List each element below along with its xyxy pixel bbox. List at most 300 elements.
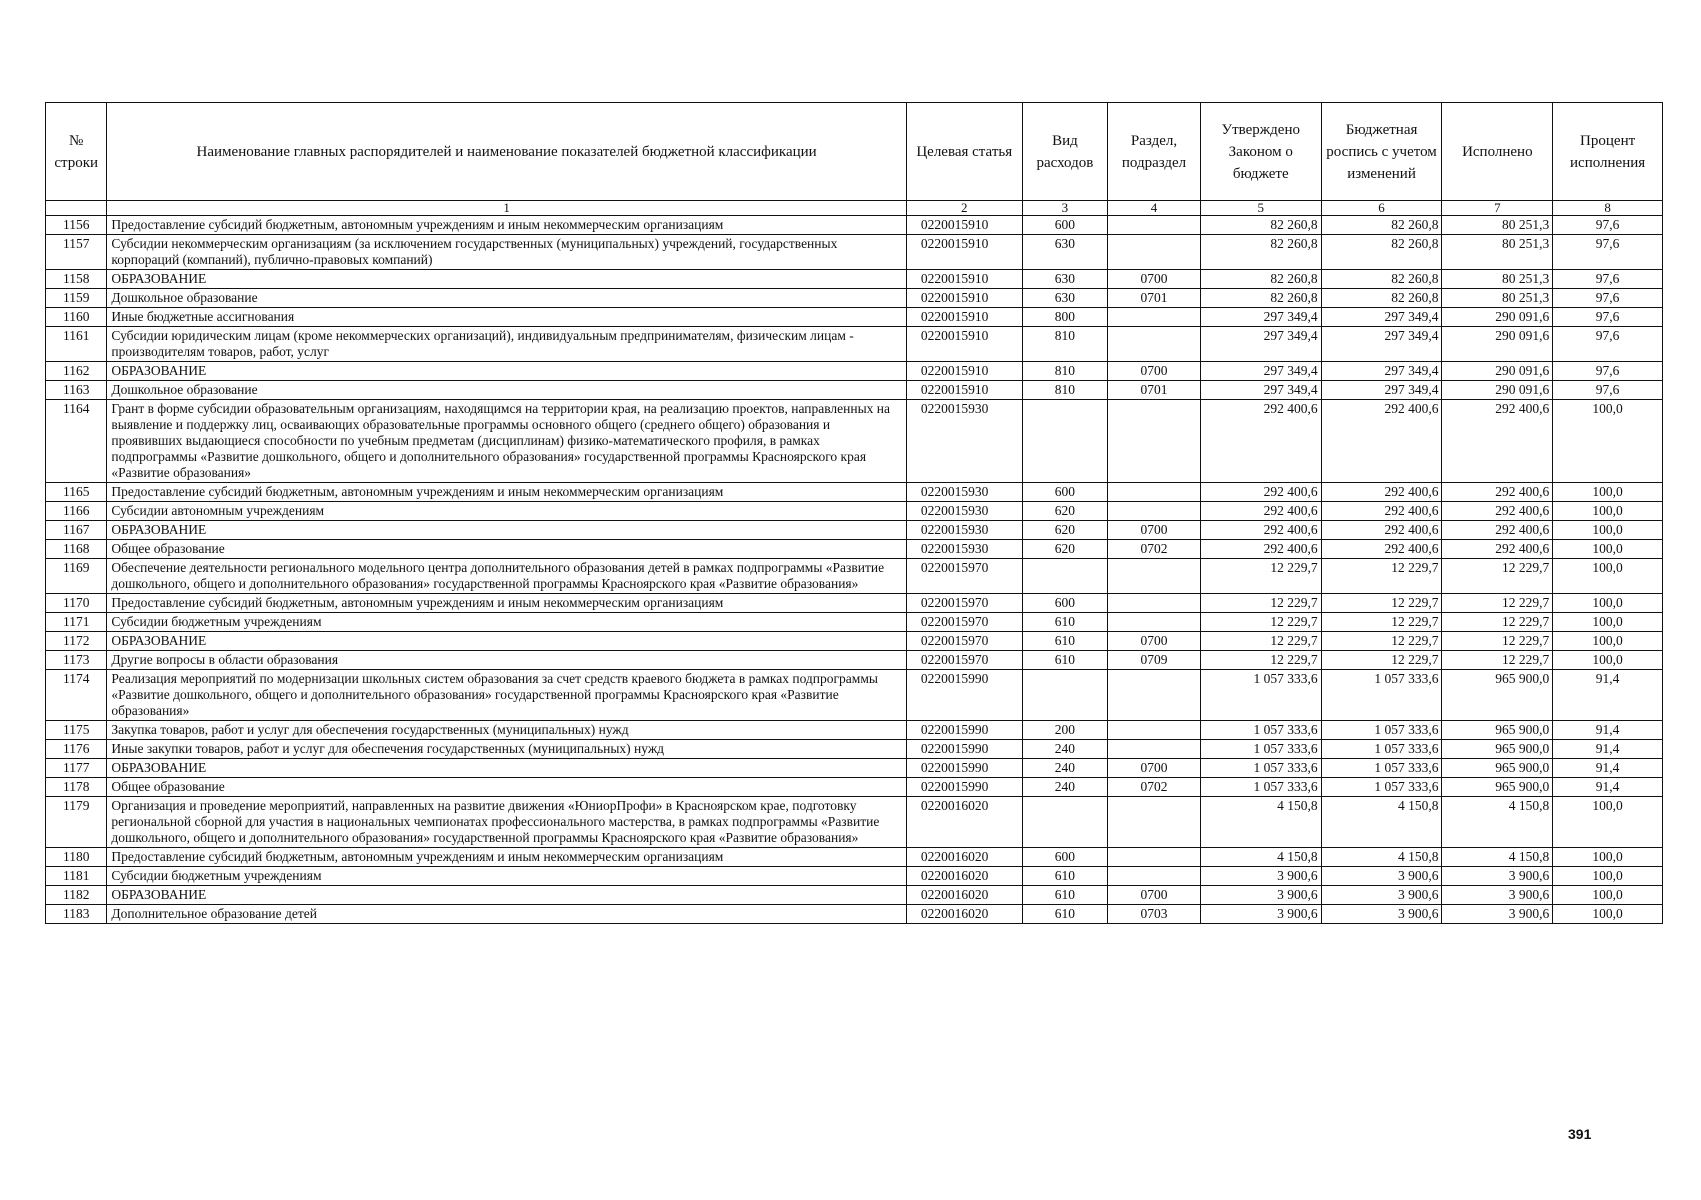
execution-percent: 97,6 bbox=[1553, 327, 1663, 362]
approved-amount: 292 400,6 bbox=[1200, 483, 1321, 502]
executed-amount: 965 900,0 bbox=[1442, 721, 1553, 740]
row-name: Закупка товаров, работ и услуг для обеспечения государственных (муниципальных) нужд bbox=[107, 721, 906, 740]
target-article: 0220015910 bbox=[906, 362, 1022, 381]
row-name: Предоставление субсидий бюджетным, автономным учреждениям и иным некоммерческим организациям bbox=[107, 483, 906, 502]
column-number-row bbox=[46, 201, 1663, 216]
row-number: 1166 bbox=[46, 502, 107, 521]
expense-kind: 630 bbox=[1022, 270, 1108, 289]
execution-percent: 91,4 bbox=[1553, 759, 1663, 778]
budget-amount: 292 400,6 bbox=[1321, 483, 1442, 502]
expense-kind: 610 bbox=[1022, 632, 1108, 651]
table-row bbox=[46, 521, 1663, 540]
row-name: ОБРАЗОВАНИЕ bbox=[107, 270, 906, 289]
expense-kind: 610 bbox=[1022, 886, 1108, 905]
execution-percent: 100,0 bbox=[1553, 483, 1663, 502]
execution-percent: 91,4 bbox=[1553, 670, 1663, 721]
expense-kind: 600 bbox=[1022, 594, 1108, 613]
target-article: 0220015930 bbox=[906, 483, 1022, 502]
table-header-row bbox=[46, 103, 1663, 201]
target-article: 0220015910 bbox=[906, 381, 1022, 400]
budget-amount: 12 229,7 bbox=[1321, 651, 1442, 670]
section-subsection bbox=[1108, 559, 1201, 594]
table-row bbox=[46, 670, 1663, 721]
row-number: 1158 bbox=[46, 270, 107, 289]
row-name: Субсидии юридическим лицам (кроме некоммерческих организаций), индивидуальным предпринимателям, физическим лицам - производителям товаров, работ, услуг bbox=[107, 327, 906, 362]
row-name: Организация и проведение мероприятий, направленных на развитие движения «ЮниорПрофи» в Красноярском крае, подготовку региональной сборной для участия в национальных чемпионатах профессионального мастерства, в рамках подпрограммы «Развитие дошкольного, общего и дополнительного образования» государственной программы Красноярского края «Развитие образования» bbox=[107, 797, 906, 848]
expense-kind: 600 bbox=[1022, 848, 1108, 867]
approved-amount: 12 229,7 bbox=[1200, 632, 1321, 651]
executed-amount: 3 900,6 bbox=[1442, 905, 1553, 924]
approved-amount: 4 150,8 bbox=[1200, 797, 1321, 848]
column-number: 2 bbox=[906, 201, 1022, 216]
table-row bbox=[46, 400, 1663, 483]
table-row bbox=[46, 216, 1663, 235]
executed-amount: 292 400,6 bbox=[1442, 483, 1553, 502]
table-row bbox=[46, 540, 1663, 559]
execution-percent: 100,0 bbox=[1553, 886, 1663, 905]
budget-amount: 1 057 333,6 bbox=[1321, 721, 1442, 740]
execution-percent: 97,6 bbox=[1553, 308, 1663, 327]
budget-amount: 12 229,7 bbox=[1321, 559, 1442, 594]
execution-percent: 100,0 bbox=[1553, 502, 1663, 521]
execution-percent: 97,6 bbox=[1553, 289, 1663, 308]
approved-amount: 12 229,7 bbox=[1200, 651, 1321, 670]
header-executed: Исполнено bbox=[1442, 103, 1553, 201]
executed-amount: 292 400,6 bbox=[1442, 521, 1553, 540]
approved-amount: 82 260,8 bbox=[1200, 216, 1321, 235]
row-number: 1175 bbox=[46, 721, 107, 740]
budget-amount: 292 400,6 bbox=[1321, 521, 1442, 540]
executed-amount: 965 900,0 bbox=[1442, 670, 1553, 721]
column-number: 3 bbox=[1022, 201, 1108, 216]
row-number: 1180 bbox=[46, 848, 107, 867]
header-row-no: № строки bbox=[46, 103, 107, 201]
row-number: 1179 bbox=[46, 797, 107, 848]
approved-amount: 297 349,4 bbox=[1200, 308, 1321, 327]
approved-amount: 1 057 333,6 bbox=[1200, 778, 1321, 797]
approved-amount: 4 150,8 bbox=[1200, 848, 1321, 867]
section-subsection: 0700 bbox=[1108, 886, 1201, 905]
budget-amount: 82 260,8 bbox=[1321, 235, 1442, 270]
row-name: ОБРАЗОВАНИЕ bbox=[107, 632, 906, 651]
row-name: Дополнительное образование детей bbox=[107, 905, 906, 924]
row-number: 1178 bbox=[46, 778, 107, 797]
execution-percent: 100,0 bbox=[1553, 613, 1663, 632]
executed-amount: 290 091,6 bbox=[1442, 308, 1553, 327]
expense-kind: 610 bbox=[1022, 905, 1108, 924]
row-number: 1173 bbox=[46, 651, 107, 670]
executed-amount: 12 229,7 bbox=[1442, 613, 1553, 632]
row-name: Субсидии бюджетным учреждениям bbox=[107, 867, 906, 886]
section-subsection bbox=[1108, 797, 1201, 848]
table-row bbox=[46, 483, 1663, 502]
expense-kind bbox=[1022, 797, 1108, 848]
budget-amount: 292 400,6 bbox=[1321, 540, 1442, 559]
row-name: Реализация мероприятий по модернизации школьных систем образования за счет средств краевого бюджета в рамках подпрограммы «Развитие дошкольного, общего и дополнительного образования» государственной программы Красноярского края «Развитие образования» bbox=[107, 670, 906, 721]
table-row bbox=[46, 594, 1663, 613]
expense-kind: 810 bbox=[1022, 362, 1108, 381]
row-name: Иные закупки товаров, работ и услуг для обеспечения государственных (муниципальных) нужд bbox=[107, 740, 906, 759]
budget-amount: 4 150,8 bbox=[1321, 797, 1442, 848]
section-subsection bbox=[1108, 308, 1201, 327]
section-subsection bbox=[1108, 848, 1201, 867]
execution-percent: 97,6 bbox=[1553, 270, 1663, 289]
table-row bbox=[46, 235, 1663, 270]
row-number: 1170 bbox=[46, 594, 107, 613]
approved-amount: 292 400,6 bbox=[1200, 502, 1321, 521]
approved-amount: 297 349,4 bbox=[1200, 362, 1321, 381]
executed-amount: 4 150,8 bbox=[1442, 848, 1553, 867]
column-number: 6 bbox=[1321, 201, 1442, 216]
column-number: 4 bbox=[1108, 201, 1201, 216]
row-number: 1183 bbox=[46, 905, 107, 924]
executed-amount: 292 400,6 bbox=[1442, 400, 1553, 483]
row-name: Другие вопросы в области образования bbox=[107, 651, 906, 670]
section-subsection: 0701 bbox=[1108, 381, 1201, 400]
section-subsection: 0701 bbox=[1108, 289, 1201, 308]
approved-amount: 292 400,6 bbox=[1200, 400, 1321, 483]
target-article: 0220015970 bbox=[906, 651, 1022, 670]
budget-amount: 297 349,4 bbox=[1321, 327, 1442, 362]
row-name: Субсидии некоммерческим организациям (за исключением государственных (муниципальных) учреждений, государственных корпораций (компаний), публично-правовых компаний) bbox=[107, 235, 906, 270]
row-number: 1156 bbox=[46, 216, 107, 235]
section-subsection bbox=[1108, 867, 1201, 886]
target-article: 0220016020 bbox=[906, 797, 1022, 848]
execution-percent: 100,0 bbox=[1553, 797, 1663, 848]
executed-amount: 12 229,7 bbox=[1442, 651, 1553, 670]
target-article: 0220015910 bbox=[906, 270, 1022, 289]
target-article: 0220015930 bbox=[906, 502, 1022, 521]
target-article: 0220015970 bbox=[906, 613, 1022, 632]
approved-amount: 12 229,7 bbox=[1200, 594, 1321, 613]
execution-percent: 100,0 bbox=[1553, 594, 1663, 613]
approved-amount: 292 400,6 bbox=[1200, 521, 1321, 540]
expense-kind: 810 bbox=[1022, 327, 1108, 362]
expense-kind: 200 bbox=[1022, 721, 1108, 740]
section-subsection bbox=[1108, 594, 1201, 613]
budget-amount: 297 349,4 bbox=[1321, 381, 1442, 400]
row-name: ОБРАЗОВАНИЕ bbox=[107, 362, 906, 381]
section-subsection bbox=[1108, 740, 1201, 759]
target-article: 0220015930 bbox=[906, 400, 1022, 483]
row-name: Общее образование bbox=[107, 778, 906, 797]
row-number: 1160 bbox=[46, 308, 107, 327]
executed-amount: 290 091,6 bbox=[1442, 381, 1553, 400]
row-number: 1162 bbox=[46, 362, 107, 381]
executed-amount: 292 400,6 bbox=[1442, 502, 1553, 521]
approved-amount: 12 229,7 bbox=[1200, 559, 1321, 594]
budget-amount: 1 057 333,6 bbox=[1321, 778, 1442, 797]
budget-amount: 12 229,7 bbox=[1321, 594, 1442, 613]
budget-amount: 82 260,8 bbox=[1321, 216, 1442, 235]
row-name: Предоставление субсидий бюджетным, автономным учреждениям и иным некоммерческим организациям bbox=[107, 216, 906, 235]
section-subsection bbox=[1108, 216, 1201, 235]
row-name: Субсидии бюджетным учреждениям bbox=[107, 613, 906, 632]
target-article: 0220016020 bbox=[906, 867, 1022, 886]
section-subsection bbox=[1108, 670, 1201, 721]
budget-amount: 12 229,7 bbox=[1321, 613, 1442, 632]
table-row bbox=[46, 778, 1663, 797]
section-subsection: 0700 bbox=[1108, 759, 1201, 778]
row-number: 1171 bbox=[46, 613, 107, 632]
approved-amount: 3 900,6 bbox=[1200, 867, 1321, 886]
budget-amount: 3 900,6 bbox=[1321, 886, 1442, 905]
execution-percent: 97,6 bbox=[1553, 216, 1663, 235]
approved-amount: 292 400,6 bbox=[1200, 540, 1321, 559]
execution-percent: 100,0 bbox=[1553, 400, 1663, 483]
expense-kind: 600 bbox=[1022, 483, 1108, 502]
row-number: 1169 bbox=[46, 559, 107, 594]
expense-kind: 610 bbox=[1022, 613, 1108, 632]
budget-amount: 1 057 333,6 bbox=[1321, 740, 1442, 759]
executed-amount: 80 251,3 bbox=[1442, 289, 1553, 308]
column-number bbox=[46, 201, 107, 216]
section-subsection: 0702 bbox=[1108, 778, 1201, 797]
table-row bbox=[46, 559, 1663, 594]
row-name: Обеспечение деятельности регионального модельного центра дополнительного образования детей в рамках подпрограммы «Развитие дошкольного, общего и дополнительного образования» государственной программы Красноярского края «Развитие образования» bbox=[107, 559, 906, 594]
section-subsection: 0700 bbox=[1108, 632, 1201, 651]
executed-amount: 4 150,8 bbox=[1442, 797, 1553, 848]
approved-amount: 3 900,6 bbox=[1200, 905, 1321, 924]
header-budget: Бюджетная роспись с учетом изменений bbox=[1321, 103, 1442, 201]
table-row bbox=[46, 759, 1663, 778]
execution-percent: 91,4 bbox=[1553, 778, 1663, 797]
budget-report-page bbox=[45, 102, 1663, 924]
header-percent: Процент исполнения bbox=[1553, 103, 1663, 201]
budget-amount: 1 057 333,6 bbox=[1321, 670, 1442, 721]
row-number: 1172 bbox=[46, 632, 107, 651]
row-name: ОБРАЗОВАНИЕ bbox=[107, 759, 906, 778]
row-number: 1167 bbox=[46, 521, 107, 540]
approved-amount: 82 260,8 bbox=[1200, 270, 1321, 289]
table-body bbox=[46, 216, 1663, 924]
table-row bbox=[46, 740, 1663, 759]
budget-amount: 82 260,8 bbox=[1321, 289, 1442, 308]
approved-amount: 82 260,8 bbox=[1200, 235, 1321, 270]
row-name: ОБРАЗОВАНИЕ bbox=[107, 521, 906, 540]
section-subsection bbox=[1108, 613, 1201, 632]
expense-kind: 620 bbox=[1022, 540, 1108, 559]
column-number: 1 bbox=[107, 201, 906, 216]
expense-kind: 800 bbox=[1022, 308, 1108, 327]
budget-amount: 4 150,8 bbox=[1321, 848, 1442, 867]
target-article: 0220015970 bbox=[906, 632, 1022, 651]
row-number: 1181 bbox=[46, 867, 107, 886]
budget-amount: 297 349,4 bbox=[1321, 308, 1442, 327]
budget-amount: 292 400,6 bbox=[1321, 502, 1442, 521]
row-number: 1159 bbox=[46, 289, 107, 308]
executed-amount: 290 091,6 bbox=[1442, 327, 1553, 362]
executed-amount: 12 229,7 bbox=[1442, 559, 1553, 594]
execution-percent: 100,0 bbox=[1553, 651, 1663, 670]
table-row bbox=[46, 308, 1663, 327]
expense-kind: 240 bbox=[1022, 759, 1108, 778]
expense-kind: 610 bbox=[1022, 867, 1108, 886]
header-target: Целевая статья bbox=[906, 103, 1022, 201]
execution-percent: 100,0 bbox=[1553, 632, 1663, 651]
execution-percent: 100,0 bbox=[1553, 540, 1663, 559]
table-row bbox=[46, 362, 1663, 381]
target-article: 0220015990 bbox=[906, 759, 1022, 778]
expense-kind bbox=[1022, 400, 1108, 483]
section-subsection bbox=[1108, 502, 1201, 521]
target-article: 0220015910 bbox=[906, 235, 1022, 270]
table-row bbox=[46, 327, 1663, 362]
row-name: Предоставление субсидий бюджетным, автономным учреждениям и иным некоммерческим организациям bbox=[107, 594, 906, 613]
executed-amount: 292 400,6 bbox=[1442, 540, 1553, 559]
table-row bbox=[46, 867, 1663, 886]
row-name: Предоставление субсидий бюджетным, автономным учреждениям и иным некоммерческим организациям bbox=[107, 848, 906, 867]
table-row bbox=[46, 613, 1663, 632]
executed-amount: 290 091,6 bbox=[1442, 362, 1553, 381]
executed-amount: 3 900,6 bbox=[1442, 867, 1553, 886]
target-article: 0220015990 bbox=[906, 778, 1022, 797]
budget-amount: 12 229,7 bbox=[1321, 632, 1442, 651]
row-number: 1176 bbox=[46, 740, 107, 759]
section-subsection bbox=[1108, 721, 1201, 740]
budget-execution-table bbox=[45, 102, 1663, 924]
table-row bbox=[46, 289, 1663, 308]
table-row bbox=[46, 721, 1663, 740]
target-article: 0220015910 bbox=[906, 289, 1022, 308]
table-row bbox=[46, 886, 1663, 905]
executed-amount: 965 900,0 bbox=[1442, 759, 1553, 778]
target-article: 0220015910 bbox=[906, 216, 1022, 235]
expense-kind: 610 bbox=[1022, 651, 1108, 670]
row-name: ОБРАЗОВАНИЕ bbox=[107, 886, 906, 905]
expense-kind: 620 bbox=[1022, 521, 1108, 540]
row-number: 1164 bbox=[46, 400, 107, 483]
page-number: 391 bbox=[1568, 1126, 1592, 1142]
expense-kind: 240 bbox=[1022, 740, 1108, 759]
budget-amount: 3 900,6 bbox=[1321, 867, 1442, 886]
row-number: 1157 bbox=[46, 235, 107, 270]
table-row bbox=[46, 632, 1663, 651]
executed-amount: 965 900,0 bbox=[1442, 740, 1553, 759]
target-article: 0220015910 bbox=[906, 327, 1022, 362]
expense-kind: 810 bbox=[1022, 381, 1108, 400]
target-article: 0220015970 bbox=[906, 559, 1022, 594]
section-subsection bbox=[1108, 483, 1201, 502]
row-name: Грант в форме субсидии образовательным организациям, находящимся на территории края, на реализацию проектов, направленных на выявление и поддержку лиц, осваивающих образовательные программы основного общего (среднего общего) образования и проявивших выдающиеся способности по учебным предметам (дисциплинам) физико-математического профиля, в рамках подпрограммы «Развитие дошкольного, общего и дополнительного образования» государственной программы Красноярского края «Развитие образования» bbox=[107, 400, 906, 483]
execution-percent: 100,0 bbox=[1553, 559, 1663, 594]
budget-amount: 82 260,8 bbox=[1321, 270, 1442, 289]
target-article: 0220015990 bbox=[906, 721, 1022, 740]
execution-percent: 97,6 bbox=[1553, 381, 1663, 400]
target-article: 0220015970 bbox=[906, 594, 1022, 613]
expense-kind: 240 bbox=[1022, 778, 1108, 797]
executed-amount: 12 229,7 bbox=[1442, 632, 1553, 651]
column-number: 7 bbox=[1442, 201, 1553, 216]
execution-percent: 100,0 bbox=[1553, 848, 1663, 867]
header-kind: Вид расходов bbox=[1022, 103, 1108, 201]
section-subsection bbox=[1108, 400, 1201, 483]
execution-percent: 100,0 bbox=[1553, 521, 1663, 540]
expense-kind: 600 bbox=[1022, 216, 1108, 235]
header-name: Наименование главных распорядителей и наименование показателей бюджетной классификации bbox=[107, 103, 906, 201]
section-subsection: 0700 bbox=[1108, 521, 1201, 540]
section-subsection: 0703 bbox=[1108, 905, 1201, 924]
table-row bbox=[46, 381, 1663, 400]
target-article: 0220016020 bbox=[906, 848, 1022, 867]
approved-amount: 3 900,6 bbox=[1200, 886, 1321, 905]
row-name: Общее образование bbox=[107, 540, 906, 559]
executed-amount: 80 251,3 bbox=[1442, 216, 1553, 235]
row-number: 1168 bbox=[46, 540, 107, 559]
table-row bbox=[46, 905, 1663, 924]
execution-percent: 91,4 bbox=[1553, 721, 1663, 740]
table-row bbox=[46, 270, 1663, 289]
expense-kind bbox=[1022, 670, 1108, 721]
header-section: Раздел, подраздел bbox=[1108, 103, 1201, 201]
section-subsection: 0702 bbox=[1108, 540, 1201, 559]
section-subsection: 0700 bbox=[1108, 270, 1201, 289]
target-article: 0220015990 bbox=[906, 670, 1022, 721]
header-approved: Утверждено Законом о бюджете bbox=[1200, 103, 1321, 201]
table-row bbox=[46, 502, 1663, 521]
expense-kind: 620 bbox=[1022, 502, 1108, 521]
execution-percent: 100,0 bbox=[1553, 867, 1663, 886]
row-name: Иные бюджетные ассигнования bbox=[107, 308, 906, 327]
column-number: 5 bbox=[1200, 201, 1321, 216]
column-number: 8 bbox=[1553, 201, 1663, 216]
execution-percent: 91,4 bbox=[1553, 740, 1663, 759]
approved-amount: 12 229,7 bbox=[1200, 613, 1321, 632]
expense-kind: 630 bbox=[1022, 235, 1108, 270]
row-number: 1182 bbox=[46, 886, 107, 905]
execution-percent: 97,6 bbox=[1553, 362, 1663, 381]
budget-amount: 292 400,6 bbox=[1321, 400, 1442, 483]
approved-amount: 1 057 333,6 bbox=[1200, 759, 1321, 778]
target-article: 0220015910 bbox=[906, 308, 1022, 327]
executed-amount: 3 900,6 bbox=[1442, 886, 1553, 905]
row-name: Дошкольное образование bbox=[107, 289, 906, 308]
table-row bbox=[46, 848, 1663, 867]
target-article: 0220015990 bbox=[906, 740, 1022, 759]
target-article: 0220015930 bbox=[906, 521, 1022, 540]
approved-amount: 1 057 333,6 bbox=[1200, 721, 1321, 740]
budget-amount: 297 349,4 bbox=[1321, 362, 1442, 381]
section-subsection: 0709 bbox=[1108, 651, 1201, 670]
expense-kind: 630 bbox=[1022, 289, 1108, 308]
target-article: 0220016020 bbox=[906, 905, 1022, 924]
approved-amount: 82 260,8 bbox=[1200, 289, 1321, 308]
budget-amount: 3 900,6 bbox=[1321, 905, 1442, 924]
executed-amount: 80 251,3 bbox=[1442, 270, 1553, 289]
approved-amount: 1 057 333,6 bbox=[1200, 670, 1321, 721]
executed-amount: 12 229,7 bbox=[1442, 594, 1553, 613]
execution-percent: 97,6 bbox=[1553, 235, 1663, 270]
approved-amount: 1 057 333,6 bbox=[1200, 740, 1321, 759]
executed-amount: 965 900,0 bbox=[1442, 778, 1553, 797]
budget-amount: 1 057 333,6 bbox=[1321, 759, 1442, 778]
row-name: Субсидии автономным учреждениям bbox=[107, 502, 906, 521]
approved-amount: 297 349,4 bbox=[1200, 327, 1321, 362]
section-subsection bbox=[1108, 235, 1201, 270]
approved-amount: 297 349,4 bbox=[1200, 381, 1321, 400]
section-subsection: 0700 bbox=[1108, 362, 1201, 381]
expense-kind bbox=[1022, 559, 1108, 594]
row-number: 1161 bbox=[46, 327, 107, 362]
row-number: 1163 bbox=[46, 381, 107, 400]
row-number: 1174 bbox=[46, 670, 107, 721]
row-name: Дошкольное образование bbox=[107, 381, 906, 400]
table-row bbox=[46, 651, 1663, 670]
target-article: 0220016020 bbox=[906, 886, 1022, 905]
target-article: 0220015930 bbox=[906, 540, 1022, 559]
row-number: 1165 bbox=[46, 483, 107, 502]
table-row bbox=[46, 797, 1663, 848]
